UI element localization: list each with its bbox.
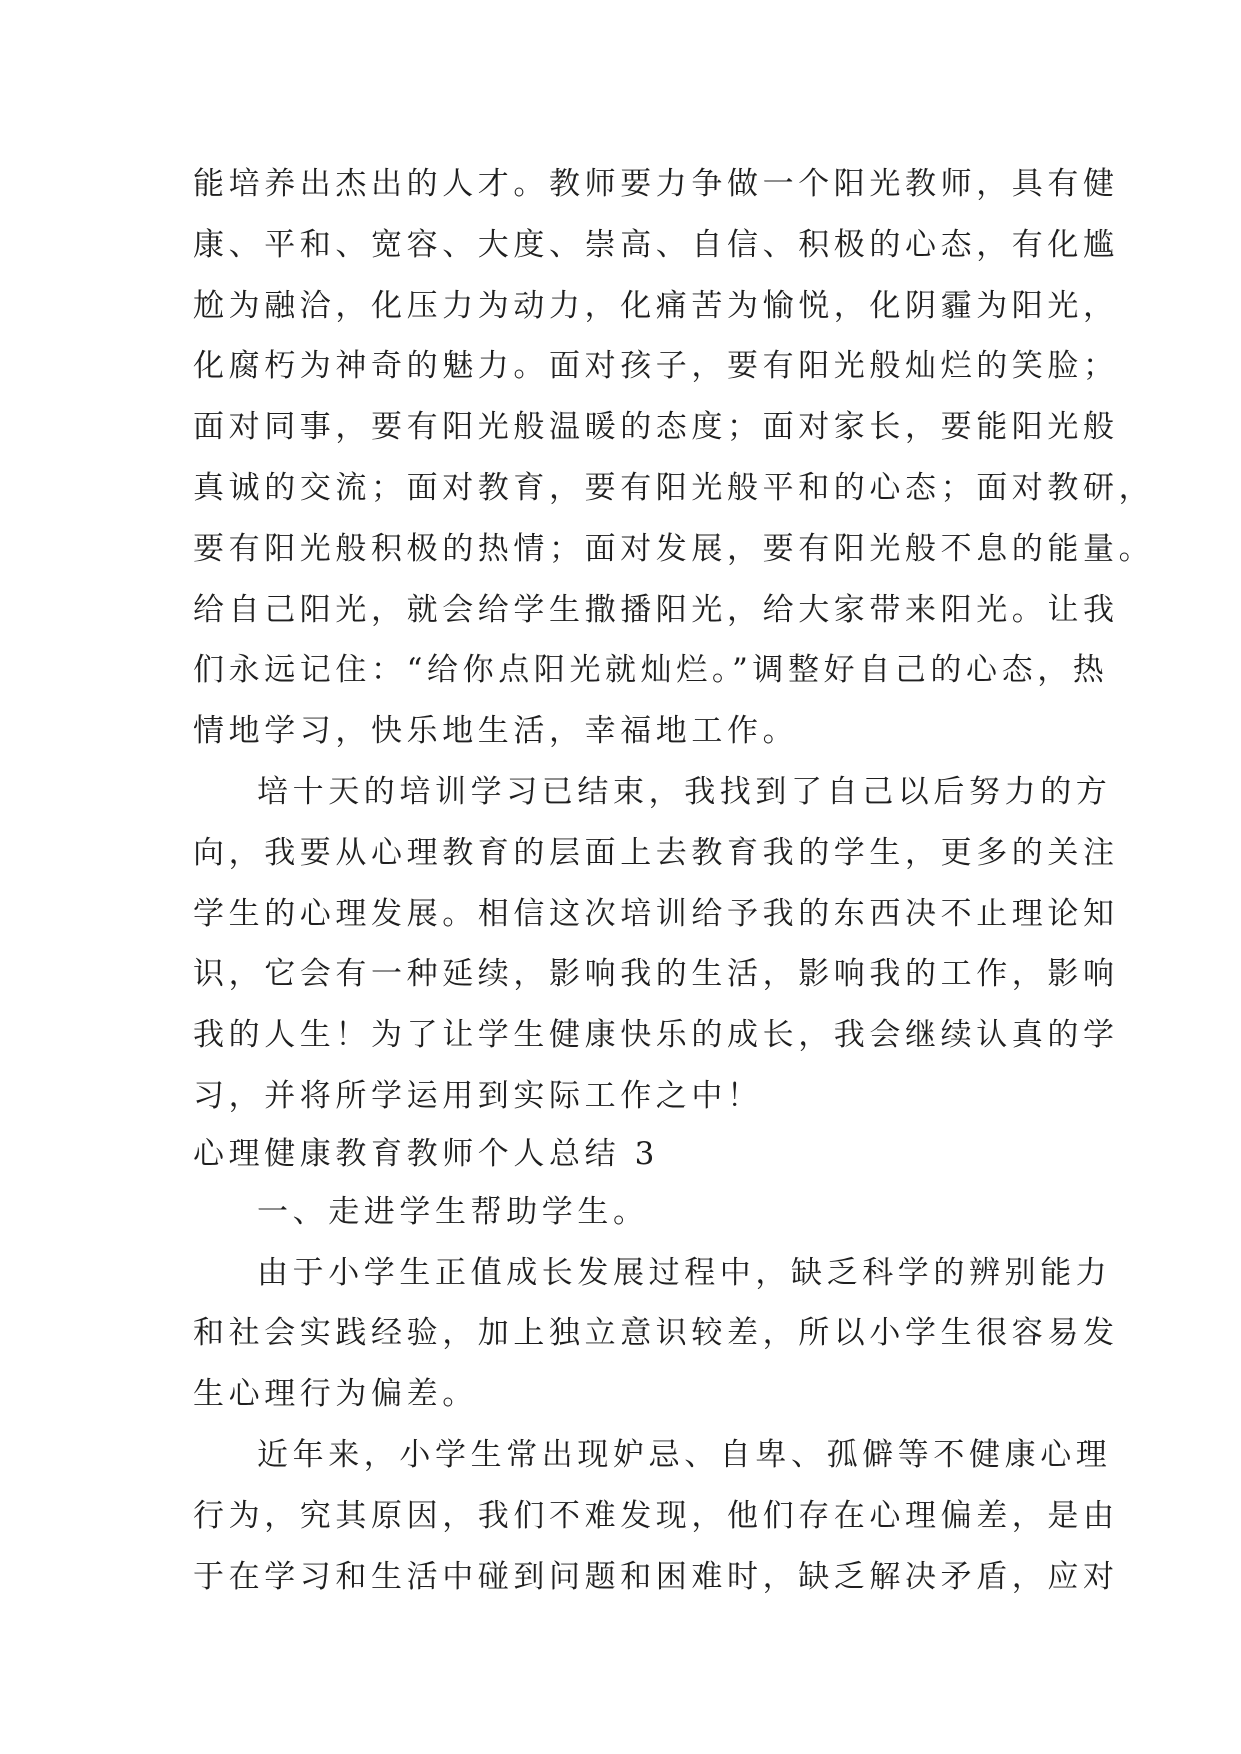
text-line: 真诚的交流；面对教育，要有阳光般平和的心态；面对教研， (193, 469, 1155, 506)
text-line: 给自己阳光，就会给学生撒播阳光，给大家带来阳光。让我 (193, 591, 1119, 628)
text-line: 习，并将所学运用到实际工作之中！ (193, 1077, 763, 1114)
text-line: 情地学习，快乐地生活，幸福地工作。 (193, 713, 799, 750)
text-line: 能培养出杰出的人才。教师要力争做一个阳光教师，具有健 (193, 166, 1119, 202)
text-line: 培十天的培训学习已结束，我找到了自己以后努力的方 (257, 773, 1112, 810)
text-line: 由于小学生正值成长发展过程中，缺乏科学的辨别能力 (257, 1254, 1112, 1291)
section-heading: 心理健康教育教师个人总结 3 (193, 1135, 659, 1172)
text-line: 和社会实践经验，加上独立意识较差，所以小学生很容易发 (193, 1315, 1119, 1352)
text-line: 要有阳光般积极的热情；面对发展，要有阳光般不息的能量。 (193, 530, 1155, 567)
text-line: 向，我要从心理教育的层面上去教育我的学生，更多的关注 (193, 834, 1119, 871)
text-line: 尬为融洽，化压力为动力，化痛苦为愉悦，化阴霾为阳光， (193, 287, 1119, 324)
text-line: 们永远记住：“给你点阳光就灿烂。”调整好自己的心态，热 (193, 652, 1109, 689)
text-line: 我的人生！为了让学生健康快乐的成长，我会继续认真的学 (193, 1017, 1119, 1054)
text-line: 生心理行为偏差。 (193, 1376, 478, 1413)
document-body (193, 154, 1155, 1607)
text-line: 行为，究其原因，我们不难发现，他们存在心理偏差，是由 (193, 1497, 1119, 1534)
text-line: 一、走进学生帮助学生。 (257, 1193, 649, 1230)
text-line: 学生的心理发展。相信这次培训给予我的东西决不止理论知 (193, 895, 1119, 932)
text-line: 面对同事，要有阳光般温暖的态度；面对家长，要能阳光般 (193, 409, 1119, 446)
text-line: 化腐朽为神奇的魅力。面对孩子，要有阳光般灿烂的笑脸； (193, 348, 1119, 385)
text-line: 于在学习和生活中碰到问题和困难时，缺乏解决矛盾，应对 (193, 1558, 1119, 1595)
text-line: 近年来，小学生常出现妒忌、自卑、孤僻等不健康心理 (257, 1436, 1112, 1473)
text-line: 识，它会有一种延续，影响我的生活，影响我的工作，影响 (193, 956, 1119, 993)
text-line: 康、平和、宽容、大度、崇高、自信、积极的心态，有化尴 (193, 226, 1119, 263)
